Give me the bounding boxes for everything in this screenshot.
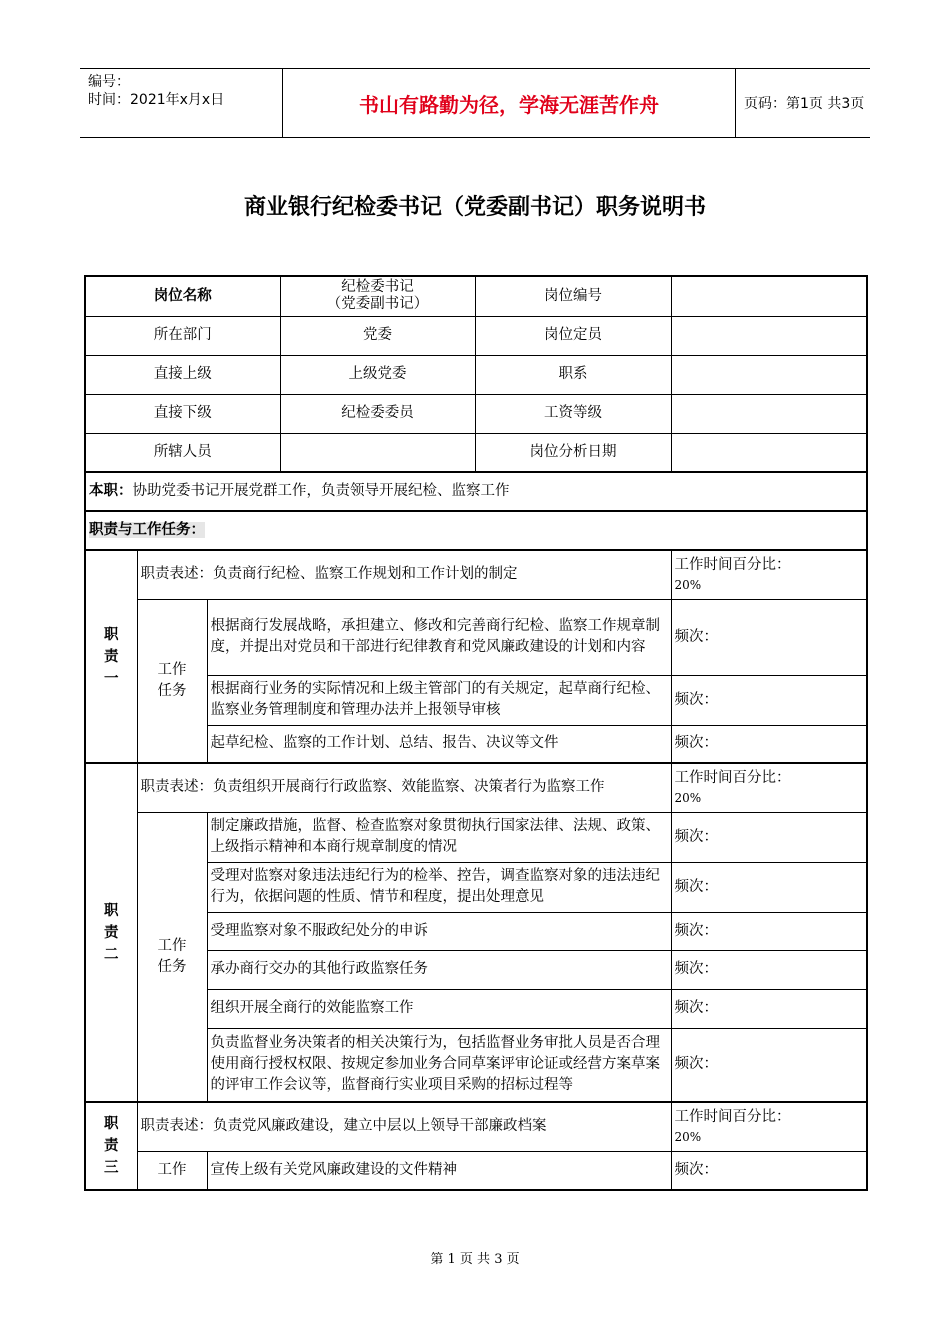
page-header — [80, 68, 870, 138]
series-label: 职系 — [475, 355, 671, 394]
page-footer: 第 1 页 共 3 页 — [430, 1252, 520, 1267]
header-page-label: 页码：第1页 共3页 — [744, 96, 865, 112]
duty-name — [85, 550, 137, 763]
dept-value: 党委 — [280, 316, 475, 355]
task-row — [85, 1151, 867, 1190]
task-text: 承办商行交办的其他行政监察任务 — [207, 950, 671, 989]
task-row — [85, 599, 867, 675]
task-label: 工作 — [137, 1151, 207, 1190]
pos-name-line2: （党委副书记） — [326, 296, 429, 313]
duty-name-char: 三 — [104, 1159, 119, 1176]
work-time-percent-label: 工作时间百分比： — [674, 769, 791, 786]
pos-name-label: 岗位名称 — [85, 276, 280, 316]
task-frequency: 频次： — [671, 599, 867, 675]
task-label: 工作任务 — [137, 599, 207, 763]
duty-name-char: 责 — [104, 1137, 119, 1154]
duty-name — [85, 763, 137, 1102]
duty-summary-label: 本职： — [89, 483, 133, 499]
work-time-percent — [671, 763, 867, 812]
duty-statement: 职责表述：负责党风廉政建设，建立中层以上领导干部廉政档案 — [137, 1102, 671, 1151]
pos-code-value — [671, 276, 867, 316]
pos-name-line1: 纪检委书记 — [341, 279, 414, 296]
superior-value: 上级党委 — [280, 355, 475, 394]
task-row — [85, 812, 867, 862]
duty-statement-row — [85, 763, 867, 812]
pos-code-label: 岗位编号 — [475, 276, 671, 316]
dept-label: 所在部门 — [85, 316, 280, 355]
task-frequency: 频次： — [671, 675, 867, 725]
duty-name — [85, 1102, 137, 1190]
staff-label: 所辖人员 — [85, 433, 280, 472]
superior-label: 直接上级 — [85, 355, 280, 394]
duties-header-row — [85, 511, 867, 550]
salary-value — [671, 394, 867, 433]
work-time-percent — [671, 550, 867, 599]
quota-value — [671, 316, 867, 355]
task-frequency: 频次： — [671, 1028, 867, 1102]
work-time-percent — [671, 1102, 867, 1151]
analysis-date-value — [671, 433, 867, 472]
header-motto: 书山有路勤为径，学海无涯苦作舟 — [282, 69, 736, 137]
duty-summary-text: 协助党委书记开展党群工作，负责领导开展纪检、监察工作 — [132, 483, 510, 499]
task-text: 受理监察对象不服政纪处分的申诉 — [207, 912, 671, 950]
task-text: 根据商行发展战略，承担建立、修改和完善商行纪检、监察工作规章制度，并提出对党员和干部进行纪律教育和党风廉政建设的计划和内容 — [207, 599, 671, 675]
pos-name-value — [280, 276, 475, 316]
task-text: 受理对监察对象违法违纪行为的检举、控告，调查监察对象的违法违纪行为，依据问题的性质、情节和程度，提出处理意见 — [207, 862, 671, 912]
task-text: 负责监督业务决策者的相关决策行为，包括监督业务审批人员是否合理使用商行授权权限、按规定参加业务合同草案评审论证或经营方案草案的评审工作会议等，监督商行实业项目采购的招标过程等 — [207, 1028, 671, 1102]
task-text: 组织开展全商行的效能监察工作 — [207, 989, 671, 1028]
duty-name-char: 一 — [104, 669, 119, 687]
work-time-percent-value: 20% — [674, 1129, 702, 1144]
task-frequency: 频次： — [671, 812, 867, 862]
duty-statement: 职责表述：负责商行纪检、监察工作规划和工作计划的制定 — [137, 550, 671, 599]
salary-label: 工资等级 — [475, 394, 671, 433]
duty-statement-row — [85, 1102, 867, 1151]
quota-label: 岗位定员 — [475, 316, 671, 355]
duty-summary-row — [85, 472, 867, 511]
duty-name-char: 职 — [104, 1115, 119, 1132]
code-label: 编号： — [88, 74, 130, 90]
analysis-date-label: 岗位分析日期 — [475, 433, 671, 472]
work-time-percent-label: 工作时间百分比： — [674, 556, 791, 573]
task-label: 工作任务 — [137, 812, 207, 1102]
work-time-percent-value: 20% — [674, 790, 702, 805]
duty-statement-row — [85, 550, 867, 599]
duty-name-char: 二 — [104, 945, 119, 963]
staff-value — [280, 433, 475, 472]
document-title: 商业银行纪检委书记（党委副书记）职务说明书 — [243, 195, 706, 220]
job-description-table — [84, 275, 868, 1191]
task-frequency: 频次： — [671, 912, 867, 950]
task-frequency: 频次： — [671, 950, 867, 989]
task-text: 制定廉政措施，监督、检查监察对象贯彻执行国家法律、法规、政策、上级指示精神和本商行规章制度的情况 — [207, 812, 671, 862]
duty-name-char: 责 — [104, 923, 119, 941]
subordinate-value: 纪检委委员 — [280, 394, 475, 433]
header-meta — [88, 73, 224, 109]
task-frequency: 频次： — [671, 989, 867, 1028]
work-time-percent-label: 工作时间百分比： — [674, 1108, 791, 1125]
task-frequency: 频次： — [671, 1151, 867, 1190]
task-text: 根据商行业务的实际情况和上级主管部门的有关规定，起草商行纪检、监察业务管理制度和管理办法并上报领导审核 — [207, 675, 671, 725]
task-frequency: 频次： — [671, 725, 867, 763]
task-text: 起草纪检、监察的工作计划、总结、报告、决议等文件 — [207, 725, 671, 763]
work-time-percent-value: 20% — [674, 577, 702, 592]
duty-name-char: 职 — [104, 625, 119, 643]
duty-statement: 职责表述：负责组织开展商行行政监察、效能监察、决策者行为监察工作 — [137, 763, 671, 812]
task-text: 宣传上级有关党风廉政建设的文件精神 — [207, 1151, 671, 1190]
date-label: 时间：2021年x月x日 — [88, 92, 225, 108]
task-frequency: 频次： — [671, 862, 867, 912]
series-value — [671, 355, 867, 394]
duty-name-char: 职 — [104, 901, 119, 919]
duties-header: 职责与工作任务： — [89, 522, 205, 538]
subordinate-label: 直接下级 — [85, 394, 280, 433]
duty-name-char: 责 — [104, 647, 119, 665]
